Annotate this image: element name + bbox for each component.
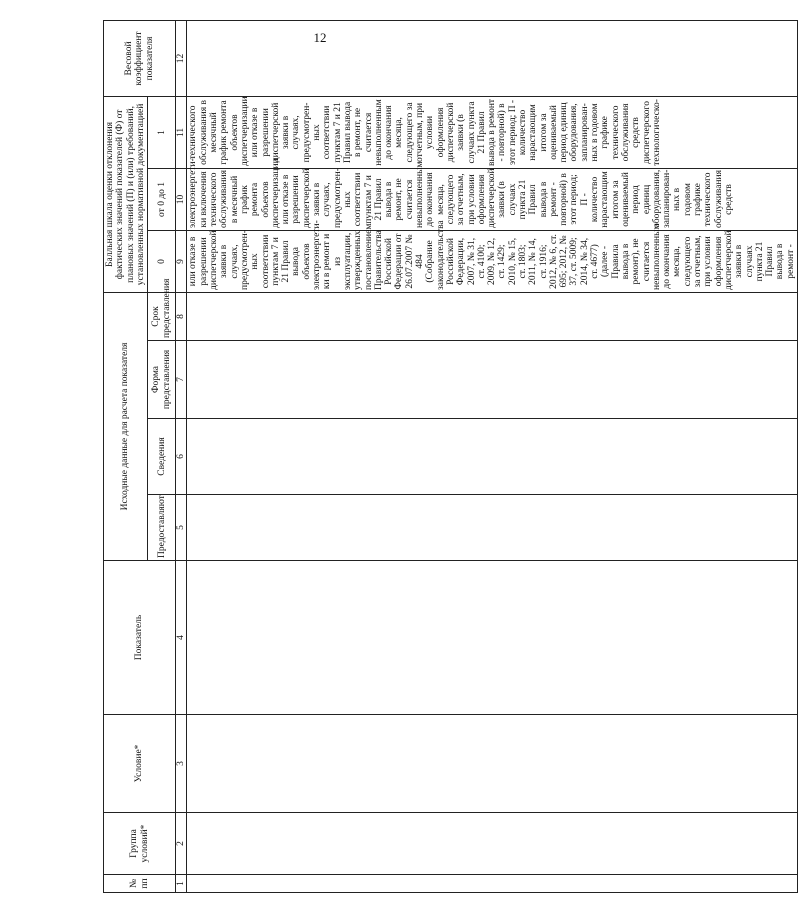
col-number: 8 xyxy=(176,292,187,340)
col-number: 1 xyxy=(176,875,187,893)
header-form: Форма представления xyxy=(148,341,176,419)
col-number: 7 xyxy=(176,341,187,419)
cell-form xyxy=(187,341,798,419)
header-score-0: 0 xyxy=(148,230,176,292)
header-info: Сведения xyxy=(148,419,176,495)
landscape-table-sheet xyxy=(103,21,796,893)
header-condition: Условие* xyxy=(104,715,176,813)
col-number: 3 xyxy=(176,715,187,813)
cell-score-0: или отказе в разрешении диспетчерской заявки в случаях, предусмотрен-ных соответствии пунктам 7 и 21 Правил вывода объектов электроэнергети-ки в ремонт и из эксплуатации, утвержденных постановлением Правительства Российской Федерации от 26.07.2007 № 484 (Собрание законодательства Российской Федерации, 2007, № 31, ст. 4100; 2009, № 12, ст. 1429; 2010, № 15, ст. 1803; 2011, № 14, ст. 1916; 2012, № 6, ст. 695; 2012, № 37, ст. 5009; 2014, № 34, ст. 4677) (далее - Правила вывода в ремонт), не считается невыполненным до окончания месяца, следующего за отчетным, при условии оформления диспетчерской заявки в случаях пункта 21 Правил вывода в ремонт - xyxy=(187,230,798,292)
col-number: 4 xyxy=(176,561,187,715)
cell-num xyxy=(187,875,798,893)
page-number: 12 xyxy=(313,30,327,45)
cell-score-0-1: электроэнергети-ки включения технического обслуживания в месячный график ремонта объектов диспетчеризации или отказе в разрешении диспетчерской заявки в случаях, предусмотрен-ных соответствии пунктам 7 и 21 Правил вывода в ремонт, не считается невыполненным до окончания месяца, следующего за отчетным, при условии оформления диспетчерской заявки (в случаях пункта 21 Правил вывода в ремонт - повторной) в этот период; П - количество нарастающим итогом за оцениваемый период единиц оборудования, запланирован-ных в годовом графике технического обслуживания средств xyxy=(187,168,798,230)
cell-condition-group xyxy=(187,813,798,875)
header-indicator: Показатель xyxy=(104,561,176,715)
cell-condition xyxy=(187,715,798,813)
col-number: 2 xyxy=(176,813,187,875)
col-number: 12 xyxy=(176,20,187,96)
col-number: 6 xyxy=(176,419,187,495)
cell-weight xyxy=(187,20,798,96)
header-score-1: 1 xyxy=(148,96,176,168)
header-weight: Весовой коэффициент показателя xyxy=(104,20,176,96)
cell-provider xyxy=(187,495,798,561)
col-number: 11 xyxy=(176,96,187,168)
header-provider: Предоставляют xyxy=(148,495,176,561)
col-number: 5 xyxy=(176,495,187,561)
cell-score-1: технического обслуживания в месячный график ремонта объектов диспетчеризации или отказе в разрешении диспетчерской заявки в случаях, предусмотрен-ных соответствии пунктам 7 и 21 Правил вывода в ремонт, не считается невыполненным до окончания месяца, следующего за отчетным, при условии оформления диспетчерской заявки (в случаях пункта 21 Правил вывода в ремонт - повторной) в этот период; П - количество нарастающим итогом за оцениваемый период единиц оборудования, запланирован-ных в годовом графике технического обслуживания средств диспетчерского технологическо- xyxy=(187,96,798,168)
header-score-0-1: от 0 до 1 xyxy=(148,168,176,230)
col-number: 10 xyxy=(176,168,187,230)
score-table xyxy=(103,20,798,893)
cell-info xyxy=(187,419,798,495)
header-source-data: Исходные данные для расчета показателя xyxy=(104,292,148,560)
cell-deadline xyxy=(187,292,798,340)
cell-indicator xyxy=(187,561,798,715)
header-score-scale: Балльная шкала оценки отклонения фактических значений показателей (Ф) от плановых значений (П) и (или) требований, установленных нормативной документацией xyxy=(104,96,148,292)
col-number: 9 xyxy=(176,230,187,292)
header-deadline: Срок представления xyxy=(148,292,176,340)
header-num: № пп xyxy=(104,875,176,893)
header-condition-group: Группа условий* xyxy=(104,813,176,875)
